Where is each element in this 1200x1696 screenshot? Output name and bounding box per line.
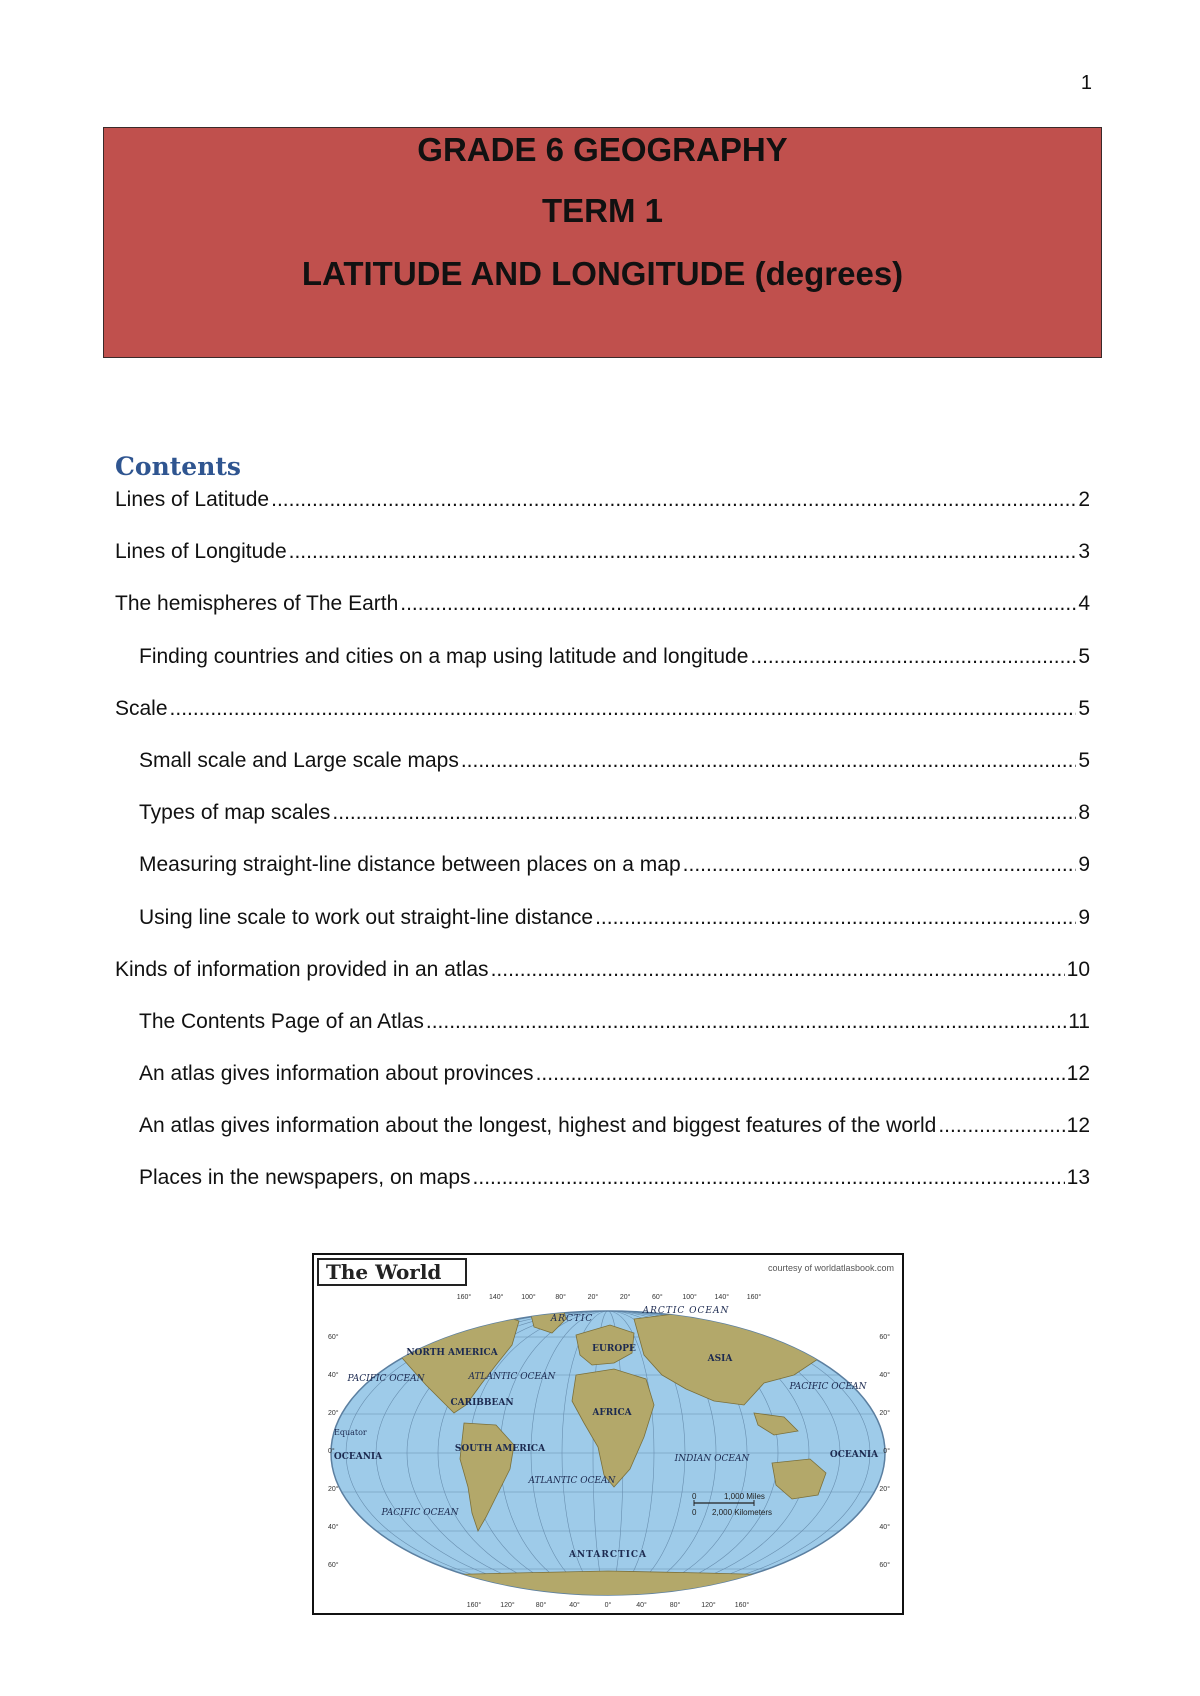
label-oceania-left: OCEANIA: [333, 1452, 383, 1462]
toc-entry[interactable]: [115, 906, 1090, 958]
toc-entry[interactable]: [115, 1114, 1090, 1166]
toc-entry[interactable]: [115, 801, 1090, 853]
label-north-america: NORTH AMERICA: [406, 1348, 498, 1358]
label-south-america: SOUTH AMERICA: [454, 1444, 546, 1454]
top-tick: 20°: [619, 1294, 631, 1301]
toc-entry-page: 5: [1078, 696, 1090, 720]
toc-entry[interactable]: [115, 488, 1090, 540]
toc-entry-label: Lines of Longitude: [115, 540, 287, 564]
toc-entry-page: 4: [1078, 592, 1090, 616]
toc-entry-label: Using line scale to work out straight-line distance: [139, 905, 594, 929]
label-europe: EUROPE: [592, 1344, 636, 1354]
bottom-tick: 120°: [500, 1602, 515, 1609]
right-tick: 60°: [879, 1334, 890, 1341]
top-tick: 140°: [714, 1294, 730, 1301]
bottom-tick: 80°: [535, 1602, 547, 1609]
label-pacific-left: PACIFIC OCEAN: [347, 1374, 425, 1384]
toc-entry-label: Kinds of information provided in an atlas: [115, 957, 489, 981]
toc-entry[interactable]: [115, 749, 1090, 801]
label-atlantic-north: ATLANTIC OCEAN: [468, 1372, 556, 1382]
label-caribbean: CARIBBEAN: [450, 1398, 514, 1408]
bottom-tick: 80°: [669, 1602, 681, 1609]
label-arctic: ARCTIC: [550, 1314, 594, 1324]
toc-entry-page: 12: [1066, 1114, 1090, 1138]
scale-zero-km: 0: [692, 1508, 697, 1517]
label-atlantic-south: ATLANTIC OCEAN: [528, 1476, 616, 1486]
title-term: TERM 1: [541, 192, 663, 229]
toc-entry[interactable]: [115, 540, 1090, 592]
bottom-tick: 120°: [701, 1602, 716, 1609]
bottom-tick: 160°: [734, 1602, 750, 1609]
toc-entry-label: Types of map scales: [139, 801, 331, 825]
left-tick: 60°: [328, 1334, 339, 1341]
toc-entry-page: 2: [1078, 488, 1090, 511]
title-banner: [103, 127, 1102, 358]
top-tick: 60°: [652, 1294, 663, 1301]
toc-entry[interactable]: [115, 1010, 1090, 1062]
toc-entry-page: 10: [1066, 957, 1090, 981]
toc-entry-page: 5: [1078, 644, 1090, 668]
toc-entry[interactable]: [115, 1062, 1090, 1114]
label-oceania-right: OCEANIA: [829, 1450, 879, 1460]
right-tick: 60°: [879, 1562, 890, 1569]
scale-zero-miles: 0: [692, 1492, 697, 1501]
toc-entry-label: The hemispheres of The Earth: [115, 592, 399, 616]
table-of-contents: [115, 488, 1090, 1219]
title-grade: GRADE 6 GEOGRAPHY: [417, 131, 788, 168]
toc-entry-label: Places in the newspapers, on maps: [139, 1166, 471, 1190]
toc-entry-page: 9: [1078, 905, 1090, 929]
top-tick: 100°: [682, 1294, 697, 1301]
top-tick: 100°: [521, 1294, 536, 1301]
toc-entry[interactable]: [115, 592, 1090, 644]
toc-entry-label: Lines of Latitude: [115, 488, 270, 511]
toc-entry[interactable]: [115, 1166, 1090, 1218]
toc-entry-page: 8: [1078, 801, 1090, 825]
toc-entry-label: Finding countries and cities on a map using latitude and longitude: [139, 644, 749, 668]
scale-km: 2,000 Kilometers: [712, 1508, 773, 1517]
bottom-tick: 40°: [636, 1602, 647, 1609]
toc-entry-page: 12: [1066, 1062, 1090, 1086]
toc-entry[interactable]: [115, 697, 1090, 749]
bottom-tick: 160°: [466, 1602, 482, 1609]
toc-entry-label: Measuring straight-line distance between places on a map: [139, 853, 681, 877]
label-antarctica: ANTARCTICA: [568, 1550, 648, 1560]
right-tick: 0°: [883, 1448, 890, 1455]
toc-entry-page: 3: [1078, 540, 1090, 564]
right-tick: 40°: [879, 1372, 890, 1379]
toc-entry-page: 5: [1078, 748, 1090, 772]
toc-entry-page: 9: [1078, 853, 1090, 877]
left-tick: 20°: [328, 1410, 339, 1417]
toc-heading: Contents: [115, 452, 242, 481]
label-equator: Equator: [334, 1428, 367, 1437]
left-tick: 60°: [328, 1562, 339, 1569]
world-map: [314, 1255, 902, 1613]
top-tick: 160°: [456, 1294, 472, 1301]
label-pacific-south: PACIFIC OCEAN: [381, 1508, 459, 1518]
world-map-figure: [312, 1253, 904, 1615]
scale-miles: 1,000 Miles: [724, 1492, 765, 1501]
toc-entry-page: 13: [1066, 1166, 1090, 1190]
bottom-tick: 40°: [569, 1602, 580, 1609]
toc-entry-label: Scale: [115, 696, 168, 720]
toc-entry[interactable]: [115, 853, 1090, 905]
label-asia: ASIA: [707, 1354, 733, 1364]
top-tick: 20°: [587, 1294, 599, 1301]
toc-entry-label: The Contents Page of an Atlas: [139, 1009, 424, 1033]
label-indian-ocean: INDIAN OCEAN: [674, 1454, 750, 1464]
bottom-tick: 0°: [604, 1602, 612, 1609]
toc-entry-page: 11: [1068, 1009, 1090, 1033]
toc-entry-label: Small scale and Large scale maps: [139, 748, 459, 772]
top-tick: 140°: [488, 1294, 504, 1301]
right-tick: 20°: [879, 1410, 890, 1417]
map-credit: courtesy of worldatlasbook.com: [767, 1263, 894, 1273]
label-africa: AFRICA: [592, 1408, 632, 1418]
label-arctic-ocean: ARCTIC OCEAN: [642, 1306, 730, 1316]
top-tick: 80°: [555, 1294, 566, 1301]
left-tick: 0°: [328, 1448, 335, 1455]
right-tick: 20°: [879, 1486, 890, 1493]
left-tick: 40°: [328, 1372, 339, 1379]
left-tick: 20°: [328, 1486, 339, 1493]
top-tick: 160°: [746, 1294, 762, 1301]
right-tick: 40°: [879, 1524, 890, 1531]
left-tick: 40°: [328, 1524, 339, 1531]
map-title: The World: [326, 1260, 442, 1284]
toc-entry-label: An atlas gives information about provinces: [139, 1062, 534, 1086]
page-number: 1: [1080, 72, 1092, 94]
label-pacific-right: PACIFIC OCEAN: [789, 1382, 867, 1392]
toc-entry[interactable]: [115, 645, 1090, 697]
title-topic: LATITUDE AND LONGITUDE (degrees): [301, 255, 904, 292]
toc-entry-label: An atlas gives information about the longest, highest and biggest features of the world: [139, 1114, 937, 1138]
toc-entry[interactable]: [115, 958, 1090, 1010]
